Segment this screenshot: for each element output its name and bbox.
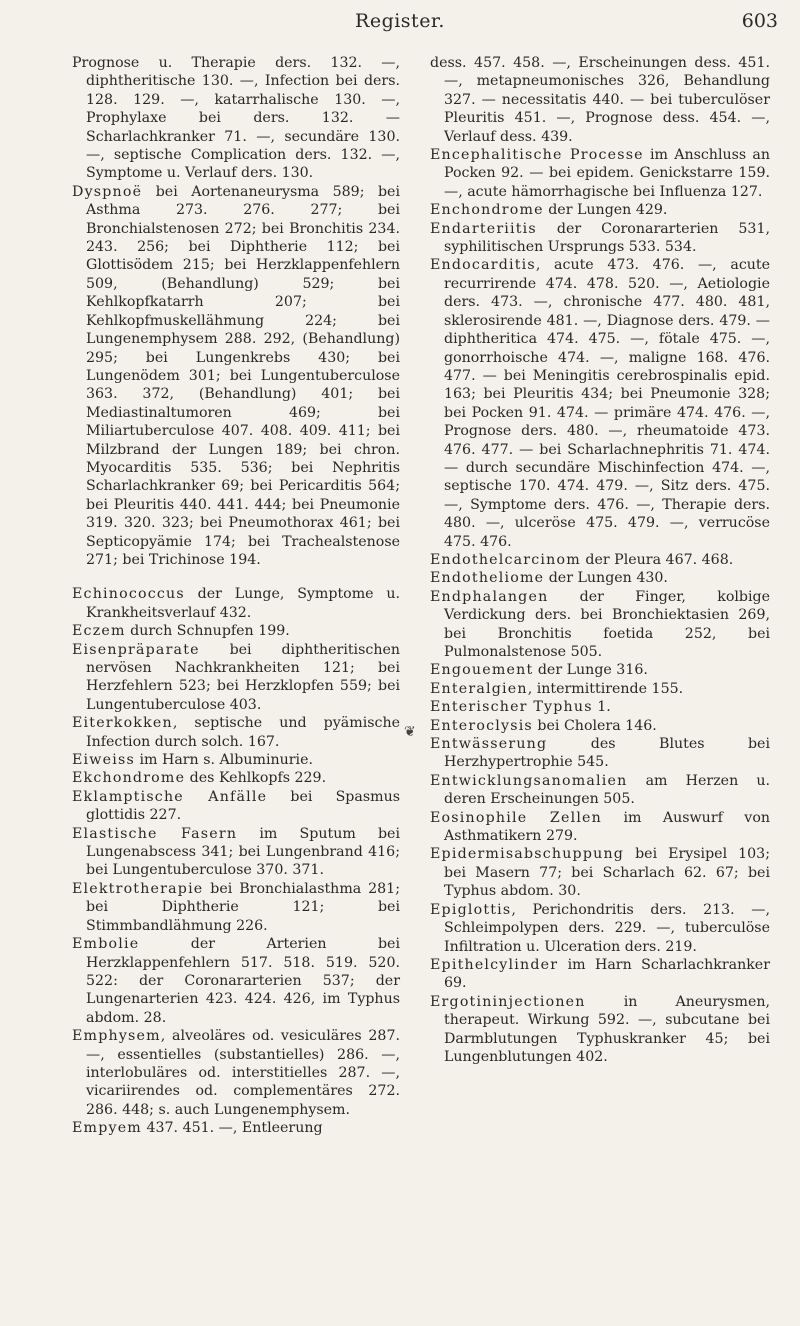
index-column-left <box>72 54 400 1138</box>
index-entry <box>430 735 770 772</box>
index-entry-text: 437. 451. —, Entleerung <box>141 1120 323 1137</box>
index-entry-text: im Auswurf von Asthmatikern 279. <box>444 809 770 845</box>
index-entry <box>430 698 770 716</box>
index-entry-text: dess. 457. 458. —, Erscheinungen dess. 451. —, metapneumonisches 326, Behandlung 327. — necessitatis 440. — bei tuberculöser Pleuritis 451. —, Prognose dess. 454. —, Verlauf dess. 439. <box>430 55 770 145</box>
index-headword: Elastische Fasern <box>72 825 238 842</box>
index-headword: Entwässerung <box>430 736 548 753</box>
index-entry-text: bei Cholera 146. <box>532 717 657 734</box>
index-entry <box>72 788 400 825</box>
index-headword: Embolie <box>72 936 140 953</box>
index-entry <box>430 54 770 146</box>
index-entry-text: , alveoläres od. vesiculäres 287. —, essentielles (substantielles) 286. —, interlobuläres od. interstitielles 287. —, vicariirendes od. complementäres 272. 286. 448; s. auch Lungenemphysem. <box>86 1028 400 1118</box>
index-entry-text: im Harn Scharlachkranker 69. <box>444 956 770 992</box>
index-entry <box>72 641 400 715</box>
index-entry <box>72 825 400 880</box>
index-headword: Eisenpräparate <box>72 641 200 658</box>
index-headword: Epiglottis <box>430 901 512 918</box>
index-headword: Encephalitische Processe <box>430 147 644 164</box>
index-entry-text: des Kehlkopfs 229. <box>185 770 327 787</box>
index-entry-text: bei diphtheritischen nervösen Nachkrankheiten 121; bei Herzfehlern 523; bei Herzklopfen 559; bei Lungentuberculose 403. <box>86 641 400 713</box>
index-headword: Enteralgien <box>430 680 528 697</box>
index-entry <box>430 956 770 993</box>
index-headword: Echinococcus <box>72 586 185 603</box>
index-headword: Epithelcylinder <box>430 956 559 973</box>
index-entry <box>430 772 770 809</box>
index-headword: Eiweiss <box>72 752 135 769</box>
index-entry-text: , Perichondritis ders. 213. —, Schleimpolypen ders. 229. —, tuberculöse Infiltration u. Ulceration ders. 219. <box>444 901 770 955</box>
index-entry <box>430 901 770 956</box>
index-headword: Elektrotherapie <box>72 880 204 897</box>
index-headword: Endothelcarcinom <box>430 551 581 568</box>
index-headword: Enterischer Typhus <box>430 699 593 716</box>
index-entry-text: Prognose u. Therapie ders. 132. —, diphtheritische 130. —, Infection bei ders. 128. 129. —, katarrhalische 130. —, Prophylaxe bei ders. 132. — Scharlachkranker 71. —, secundäre 130. —, septische Complication ders. 132. —, Symptome u. Verlauf ders. 130. <box>72 55 400 182</box>
index-entry <box>72 935 400 1027</box>
index-entry <box>430 551 770 569</box>
index-column-right <box>430 54 770 1066</box>
index-entry <box>430 661 770 679</box>
index-entry-text: der Arterien bei Herzklappenfehlern 517. 518. 519. 520. 522: der Coronararterien 537; der Lungenarterien 423. 424. 426, im Typhus abdom. 28. <box>86 936 400 1026</box>
index-entry <box>430 220 770 257</box>
index-headword: Ekchondrome <box>72 770 186 787</box>
index-entry-text: durch Schnupfen 199. <box>125 623 290 640</box>
index-entry-text: der Lungen 429. <box>543 202 668 219</box>
index-entry <box>430 569 770 587</box>
index-entry <box>430 146 770 201</box>
index-entry <box>72 1119 400 1137</box>
margin-mark: ❦ <box>404 724 416 740</box>
index-headword: Enteroclysis <box>430 717 533 734</box>
index-entry <box>72 1027 400 1119</box>
index-entry-text: im Sputum bei Lungenabscess 341; bei Lungenbrand 416; bei Lungentuberculose 370. 371. <box>86 825 400 879</box>
index-headword: Eklamptische Anfälle <box>72 788 268 805</box>
index-headword: Enchondrome <box>430 202 544 219</box>
index-entry-text: , septische und pyämische Infection durch solch. 167. <box>86 715 400 750</box>
index-entry <box>72 54 400 183</box>
index-entry <box>72 622 400 640</box>
index-headword: Entwicklungsanomalien <box>430 772 628 789</box>
index-entry-text: am Herzen u. deren Erscheinungen 505. <box>444 772 770 808</box>
index-entry <box>430 809 770 846</box>
index-headword: Eiterkokken <box>72 715 173 732</box>
index-entry-text: des Blutes bei Herzhypertrophie 545. <box>444 736 770 771</box>
index-entry-text: bei Aortenaneurysma 589; bei Asthma 273. 276. 277; bei Bronchialstenosen 272; bei Bronchitis 234. 243. 256; bei Diphtherie 112; bei Glottisödem 215; bei Herzklappenfehlern 509, (Behandlung) 529; bei Kehlkopfkatarrh 207; bei Kehlkopfmuskellähmung 224; bei Lungenemphysem 288. 292, (Behandlung) 295; bei Lungenkrebs 430; bei Lungenödem 301; bei Lungentuberculose 363. 372, (Behandlung) 401; bei Mediastinaltumoren 469; bei Miliartuberculose 407. 408. 409. 411; bei Milzbrand der Lungen 189; bei chron. Myocarditis 535. 536; bei Nephritis Scharlachkranker 69; bei Pericarditis 564; bei Pleuritis 440. 441. 444; bei Pneumonie 319. 320. 323; bei Pneumothorax 461; bei Septicopyämie 174; bei Trachealstenose 271; bei Trichinose 194. <box>86 183 400 568</box>
index-entry <box>430 201 770 219</box>
index-entry <box>430 717 770 735</box>
index-headword: Endphalangen <box>430 588 549 605</box>
index-entry <box>72 769 400 787</box>
index-headword: Epidermisabschuppung <box>430 846 625 863</box>
index-headword: Endocarditis <box>430 257 536 274</box>
index-entry-text: im Anschluss an Pocken 92. — bei epidem. Genickstarre 159. —, acute hämorrhagische bei Influenza 127. <box>444 147 770 200</box>
index-entry <box>72 751 400 769</box>
index-entry-text: im Harn s. Albuminurie. <box>134 752 314 769</box>
index-entry <box>430 256 770 551</box>
index-entry <box>72 714 400 751</box>
index-entry-text: der Lungen 430. <box>544 570 668 587</box>
index-entry <box>72 183 400 570</box>
index-entry-text: der Pleura 467. 468. <box>580 551 734 568</box>
index-entry-text: der Coronararterien 531, syphilitischen Ursprungs 533. 534. <box>444 220 770 256</box>
index-entry-text: bei Erysipel 103; bei Masern 77; bei Scharlach 62. 67; bei Typhus abdom. 30. <box>444 846 770 900</box>
page-header <box>0 10 800 40</box>
index-entry <box>72 880 400 935</box>
index-headword: Endotheliome <box>430 570 545 587</box>
index-headword: Engouement <box>430 662 534 679</box>
index-headword: Empyem <box>72 1120 142 1137</box>
index-entry-text: bei Bronchialasthma 281; bei Diphtherie 121; bei Stimmbandlähmung 226. <box>86 880 400 934</box>
index-entry-text: , acute 473. 476. —, acute recurrirende 474. 478. 520. —, Aetiologie ders. 473. —, chronische 477. 480. 481, sklerosirende 481. —, Diagnose ders. 479. — diphtheritica 474. 475. —, fötale 475. —, gonorrhoische 474. —, maligne 168. 476. 477. — bei Meningitis cerebrospinalis epid. 163; bei Pleuritis 434; bei Pneumonie 328; bei Pocken 91. 474. — primäre 474. 476. —, Prognose ders. 480. —, rheumatoide 473. 476. 477. — bei Scharlachnephritis 71. 474. — durch secundäre Mischinfection 474. —, septische 170. 474. 479. —, Sitz ders. 475. —, Symptome ders. 476. —, Therapie ders. 480. —, ulceröse 475. 479. —, verrucöse 475. 476. <box>444 257 770 550</box>
index-entry-text: 1. <box>592 699 611 716</box>
index-headword: Endarteriitis <box>430 220 537 237</box>
index-entry-text: , intermittirende 155. <box>527 680 684 697</box>
index-entry <box>430 680 770 698</box>
index-entry-text: der Lunge 316. <box>533 662 648 679</box>
index-headword: Dyspnoë <box>72 183 143 200</box>
index-entry-text: in Aneurysmen, therapeut. Wirkung 592. —, subcutane bei Darmblutungen Typhuskranker 45; bei Lungenblutungen 402. <box>444 993 770 1065</box>
index-entry <box>72 585 400 622</box>
index-entry <box>430 588 770 662</box>
page-number: 603 <box>741 10 778 32</box>
index-headword: Emphysem <box>72 1028 161 1045</box>
index-entry <box>430 845 770 900</box>
index-entry <box>430 993 770 1067</box>
index-entry-text: der Lunge, Symptome u. Krankheitsverlauf 432. <box>86 586 400 621</box>
running-title: Register. <box>355 10 445 32</box>
index-headword: Ergotininjectionen <box>430 993 586 1010</box>
index-headword: Eczem <box>72 623 126 640</box>
index-entry-text: bei Spasmus glottidis 227. <box>86 788 400 824</box>
index-entry-text: der Finger, kolbige Verdickung ders. bei Bronchiektasien 269, bei Bronchitis foetida 252, bei Pulmonalstenose 505. <box>444 588 770 660</box>
index-headword: Eosinophile Zellen <box>430 809 602 826</box>
